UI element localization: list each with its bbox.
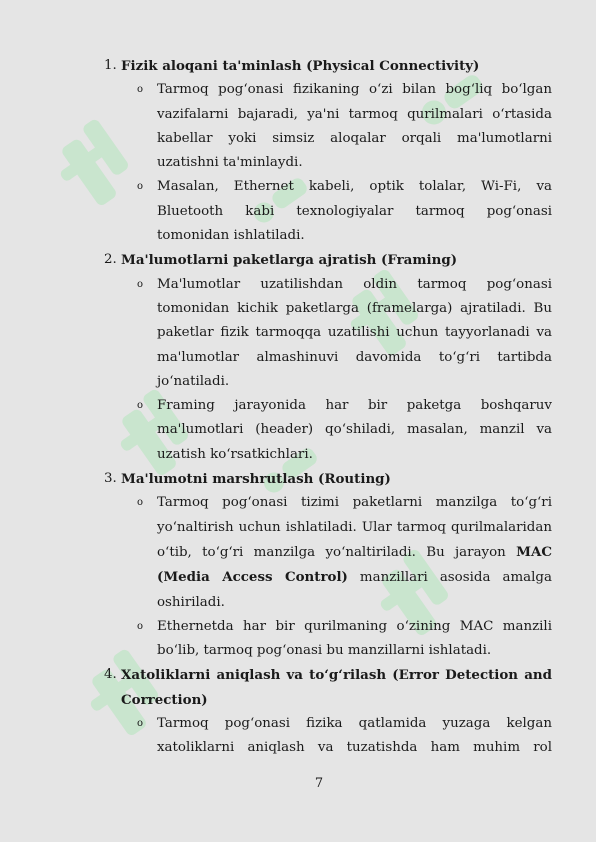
list-item-text <box>157 491 552 614</box>
section-number: 2. <box>104 252 117 268</box>
bold-term: MAC (Media Access Control) <box>157 543 552 586</box>
list-item-text: Ma'lumotlar uzatilishdan oldin tarmoq pog‘onasi tomonidan kichik paketlarga (framelarga) ajratiladi. Bu paketlar fizik tarmoqqa uzatilishi uchun tayyorlanadi va ma'lumotlar almashinuvi davomida to‘g‘ri tartibda jo‘natiladi. <box>157 276 552 389</box>
bullet-icon: o <box>137 620 144 632</box>
section-heading: Fizik aloqani ta'minlash (Physical Connectivity) <box>121 58 480 74</box>
list-item-text: Masalan, Ethernet kabeli, optik tolalar, Wi-Fi, va Bluetooth kabi texnologiyalar tarmoq pog‘onasi tomonidan ishlatiladi. <box>157 179 552 244</box>
section-heading: Ma'lumotlarni paketlarga ajratish (Framing) <box>121 252 458 269</box>
list-item <box>137 394 552 467</box>
section-heading: Xatoliklarni aniqlash va to‘g‘rilash (Error Detection and Correction) <box>121 667 552 708</box>
list-item-text: Tarmoq pog‘onasi fizika qatlamida yuzaga kelgan xatoliklarni aniqlash va tuzatishda ham muhim rol <box>157 716 552 756</box>
bullet-icon: o <box>137 181 144 193</box>
text-run: Tarmoq pog‘onasi tizimi paketlarni manzilga to‘g‘ri yo‘naltirish uchun ishlatiladi. Ular tarmoq qurilmalaridan o‘tib, to‘g‘ri manzilga yo‘naltiriladi. Bu jarayon <box>157 495 552 560</box>
list-item-text: Tarmoq pog‘onasi fizikaning o‘zi bilan bog‘liq bo‘lgan vazifalarni bajaradi, ya'ni tarmoq qurilmalari o‘rtasida kabellar yoki simsiz aloqalar orqali ma'lumotlarni uzatishni ta'minlaydi. <box>157 82 552 171</box>
bullet-icon: o <box>137 718 144 730</box>
page-content <box>104 54 552 761</box>
bullet-icon: o <box>137 400 144 412</box>
section-number: 1. <box>104 58 117 73</box>
section-error-detection <box>104 663 552 760</box>
list-item <box>137 491 552 614</box>
bullet-icon: o <box>137 84 144 96</box>
list-item <box>137 78 552 175</box>
list-item-text: Framing jarayonida har bir paketga boshqaruv ma'lumotlari (header) qo‘shiladi, masalan, manzil va uzatish ko‘rsatkichlari. <box>157 398 552 462</box>
section-heading: Ma'lumotni marshrutlash (Routing) <box>121 471 391 488</box>
list-item <box>137 712 552 761</box>
list-item <box>137 175 552 248</box>
list-item <box>137 615 552 664</box>
list-item-text: Ethernetda har bir qurilmaning o‘zining MAC manzili bo‘lib, tarmoq pog‘onasi bu manzillarni ishlatadi. <box>157 618 552 659</box>
page-number: 7 <box>314 776 324 791</box>
list-item <box>137 273 552 394</box>
section-framing <box>104 248 552 467</box>
bullet-icon: o <box>137 278 144 290</box>
text-run: manzillari asosida amalga oshiriladi. <box>157 570 552 610</box>
section-physical-connectivity <box>104 54 552 248</box>
bullet-icon: o <box>137 497 144 509</box>
section-number: 4. <box>104 667 117 683</box>
section-number: 3. <box>104 471 117 487</box>
section-routing <box>104 467 552 663</box>
